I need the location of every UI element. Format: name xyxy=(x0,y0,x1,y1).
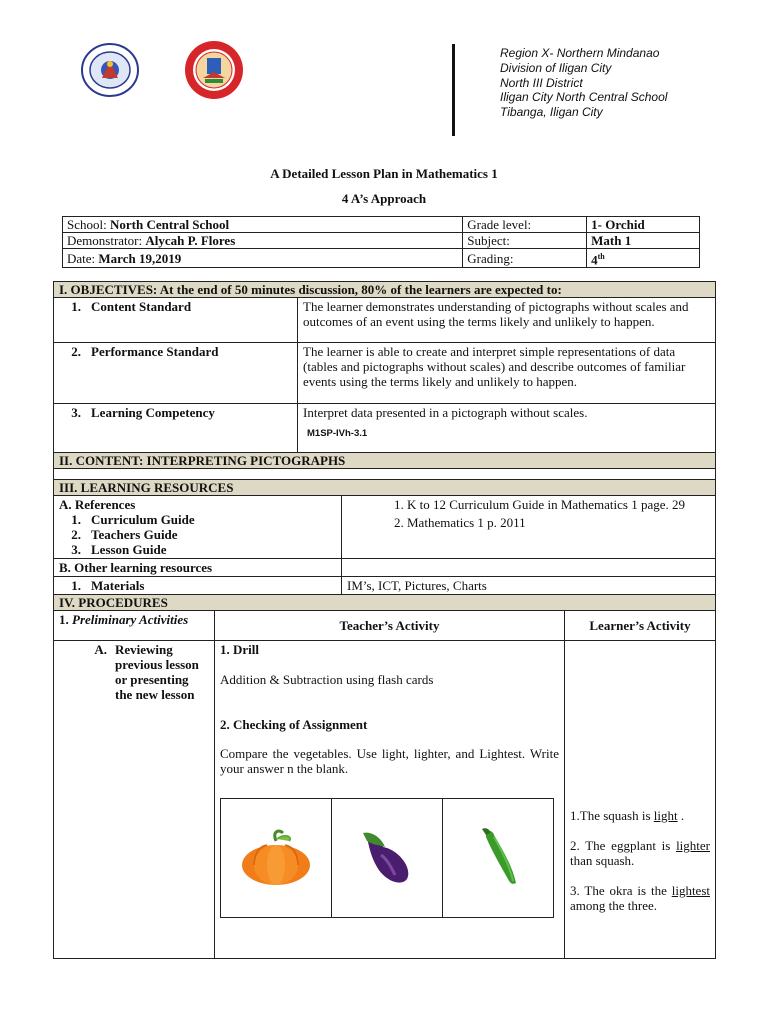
grade-value: 1- Orchid xyxy=(587,217,700,233)
school-value: North Central School xyxy=(109,217,230,232)
okra-icon xyxy=(468,825,528,889)
info-table xyxy=(62,216,700,268)
answer-1 xyxy=(570,808,710,823)
school-label: School: xyxy=(67,217,107,232)
vegetable-table xyxy=(220,798,554,918)
content-standard-text: Content Standard xyxy=(91,299,192,314)
answer-3-pre: 3. The okra is the xyxy=(570,883,672,898)
performance-standard-desc: The learner is able to create and interpret simple representations of data (tables and pictographs without scales) and describe outcomes of familiar events using the terms likely and unlikely to happen. xyxy=(298,343,716,404)
answer-2-word: lighter xyxy=(676,838,710,853)
materials-value: IM’s, ICT, Pictures, Charts xyxy=(342,577,716,595)
content-standard-label xyxy=(54,298,298,343)
answer-1-word: light xyxy=(653,808,678,823)
performance-standard-num: 2. xyxy=(71,344,81,359)
learner-activity-cell xyxy=(565,641,716,959)
learning-competency-label xyxy=(54,404,298,453)
preliminary-activities-cell xyxy=(54,611,215,641)
preliminary-num: 1. xyxy=(59,612,69,627)
district-line: North III District xyxy=(500,75,583,90)
school-seal-logo xyxy=(183,40,245,100)
grade-label: Grade level: xyxy=(463,217,587,233)
step-a-cell xyxy=(54,641,215,959)
reference-2: 2. Mathematics 1 p. 2011 xyxy=(394,515,526,530)
school-line: Iligan City North Central School xyxy=(500,90,668,105)
step-a-label: A. xyxy=(94,642,107,657)
materials-num: 1. xyxy=(71,578,81,593)
lesson-guide-label: Lesson Guide xyxy=(91,542,167,557)
other-resources-desc xyxy=(342,559,716,577)
preliminary-label: Preliminary Activities xyxy=(72,612,189,627)
curriculum-guide-label: Curriculum Guide xyxy=(91,512,195,527)
answer-1-pre: 1.The squash is xyxy=(570,808,654,823)
resources-header: III. LEARNING RESOURCES xyxy=(54,480,716,496)
date-value: March 19,2019 xyxy=(98,250,182,266)
answer-2-post: than squash. xyxy=(570,853,635,868)
guide-num: 3. xyxy=(71,542,81,557)
subject-label: Subject: xyxy=(463,233,587,249)
demonstrator-label: Demonstrator: xyxy=(67,233,143,248)
competency-code: M1SP-IVh-3.1 xyxy=(307,428,368,439)
drill-title: 1. Drill xyxy=(220,642,259,657)
learning-competency-text-value: Interpret data presented in a pictograph without scales. xyxy=(303,405,588,420)
grading-label: Grading: xyxy=(463,249,587,268)
performance-standard-text: Performance Standard xyxy=(91,344,219,359)
objectives-header: I. OBJECTIVES: At the end of 50 minutes discussion, 80% of the learners are expected to: xyxy=(54,282,716,298)
reference-1: 1. K to 12 Curriculum Guide in Mathematics 1 page. 29 xyxy=(394,497,686,512)
drill-text: Addition & Subtraction using flash cards xyxy=(220,672,434,687)
grading-value: 4 xyxy=(591,252,598,268)
other-resources-label: B. Other learning resources xyxy=(54,559,342,577)
document-subtitle: 4 A’s Approach xyxy=(341,191,427,206)
region-line: Region X- Northern Mindanao xyxy=(500,46,660,60)
region-address xyxy=(500,46,667,120)
city-line: Tibanga, Iligan City xyxy=(500,105,603,120)
learning-competency-text: Learning Competency xyxy=(91,405,215,420)
procedures-header: IV. PROCEDURES xyxy=(54,595,716,611)
date-label: Date: xyxy=(67,250,96,266)
pumpkin-icon xyxy=(239,827,313,887)
lesson-plan-table xyxy=(53,281,716,959)
school-cell xyxy=(63,217,463,233)
eggplant-cell xyxy=(332,799,443,918)
guide-num: 2. xyxy=(71,527,81,542)
okra-cell xyxy=(443,799,554,918)
grading-cell xyxy=(587,249,700,268)
content-header: II. CONTENT: INTERPRETING PICTOGRAPHS xyxy=(54,453,716,469)
answer-3-post: among the three. xyxy=(570,898,657,913)
subject-value: Math 1 xyxy=(587,233,700,249)
content-standard-desc: The learner demonstrates understanding of pictographs without scales and outcomes of an event using the terms likely and unlikely to happen. xyxy=(298,298,716,343)
teacher-activity-header: Teacher’s Activity xyxy=(215,611,565,641)
date-cell xyxy=(63,249,463,268)
division-line: Division of Iligan City xyxy=(500,60,612,75)
answer-2 xyxy=(570,838,710,868)
references-cell xyxy=(54,496,342,559)
grading-sup: th xyxy=(597,252,605,261)
answer-1-post: . xyxy=(677,808,685,823)
performance-standard-label xyxy=(54,343,298,404)
content-standard-num: 1. xyxy=(71,299,81,314)
teachers-guide-label: Teachers Guide xyxy=(91,527,178,542)
answer-3-word: lightest xyxy=(671,883,710,898)
check-text: Compare the vegetables. Use light, lighter, and Lightest. Write your answer n the blank. xyxy=(220,746,559,776)
demonstrator-value: Alycah P. Flores xyxy=(145,233,236,248)
answer-2-pre: 2. The eggplant is xyxy=(570,838,677,853)
learning-competency-desc xyxy=(298,404,716,453)
content-spacer xyxy=(54,469,716,480)
materials-label xyxy=(54,577,342,595)
header-divider xyxy=(452,44,455,136)
pumpkin-cell xyxy=(221,799,332,918)
learning-competency-num: 3. xyxy=(71,405,81,420)
references-label: A. References xyxy=(59,497,136,512)
demonstrator-cell xyxy=(63,233,463,249)
teacher-activity-cell xyxy=(215,641,565,959)
guide-num: 1. xyxy=(71,512,81,527)
eggplant-icon xyxy=(357,827,417,887)
document-title: A Detailed Lesson Plan in Mathematics 1 xyxy=(270,166,498,181)
answer-3 xyxy=(570,883,710,913)
check-title: 2. Checking of Assignment xyxy=(220,717,368,732)
learner-activity-header: Learner’s Activity xyxy=(565,611,716,641)
step-a-text: Reviewing previous lesson or presenting the new lesson xyxy=(115,642,199,702)
materials-text: Materials xyxy=(91,578,145,593)
references-desc xyxy=(342,496,716,559)
deped-seal-logo xyxy=(80,42,140,98)
